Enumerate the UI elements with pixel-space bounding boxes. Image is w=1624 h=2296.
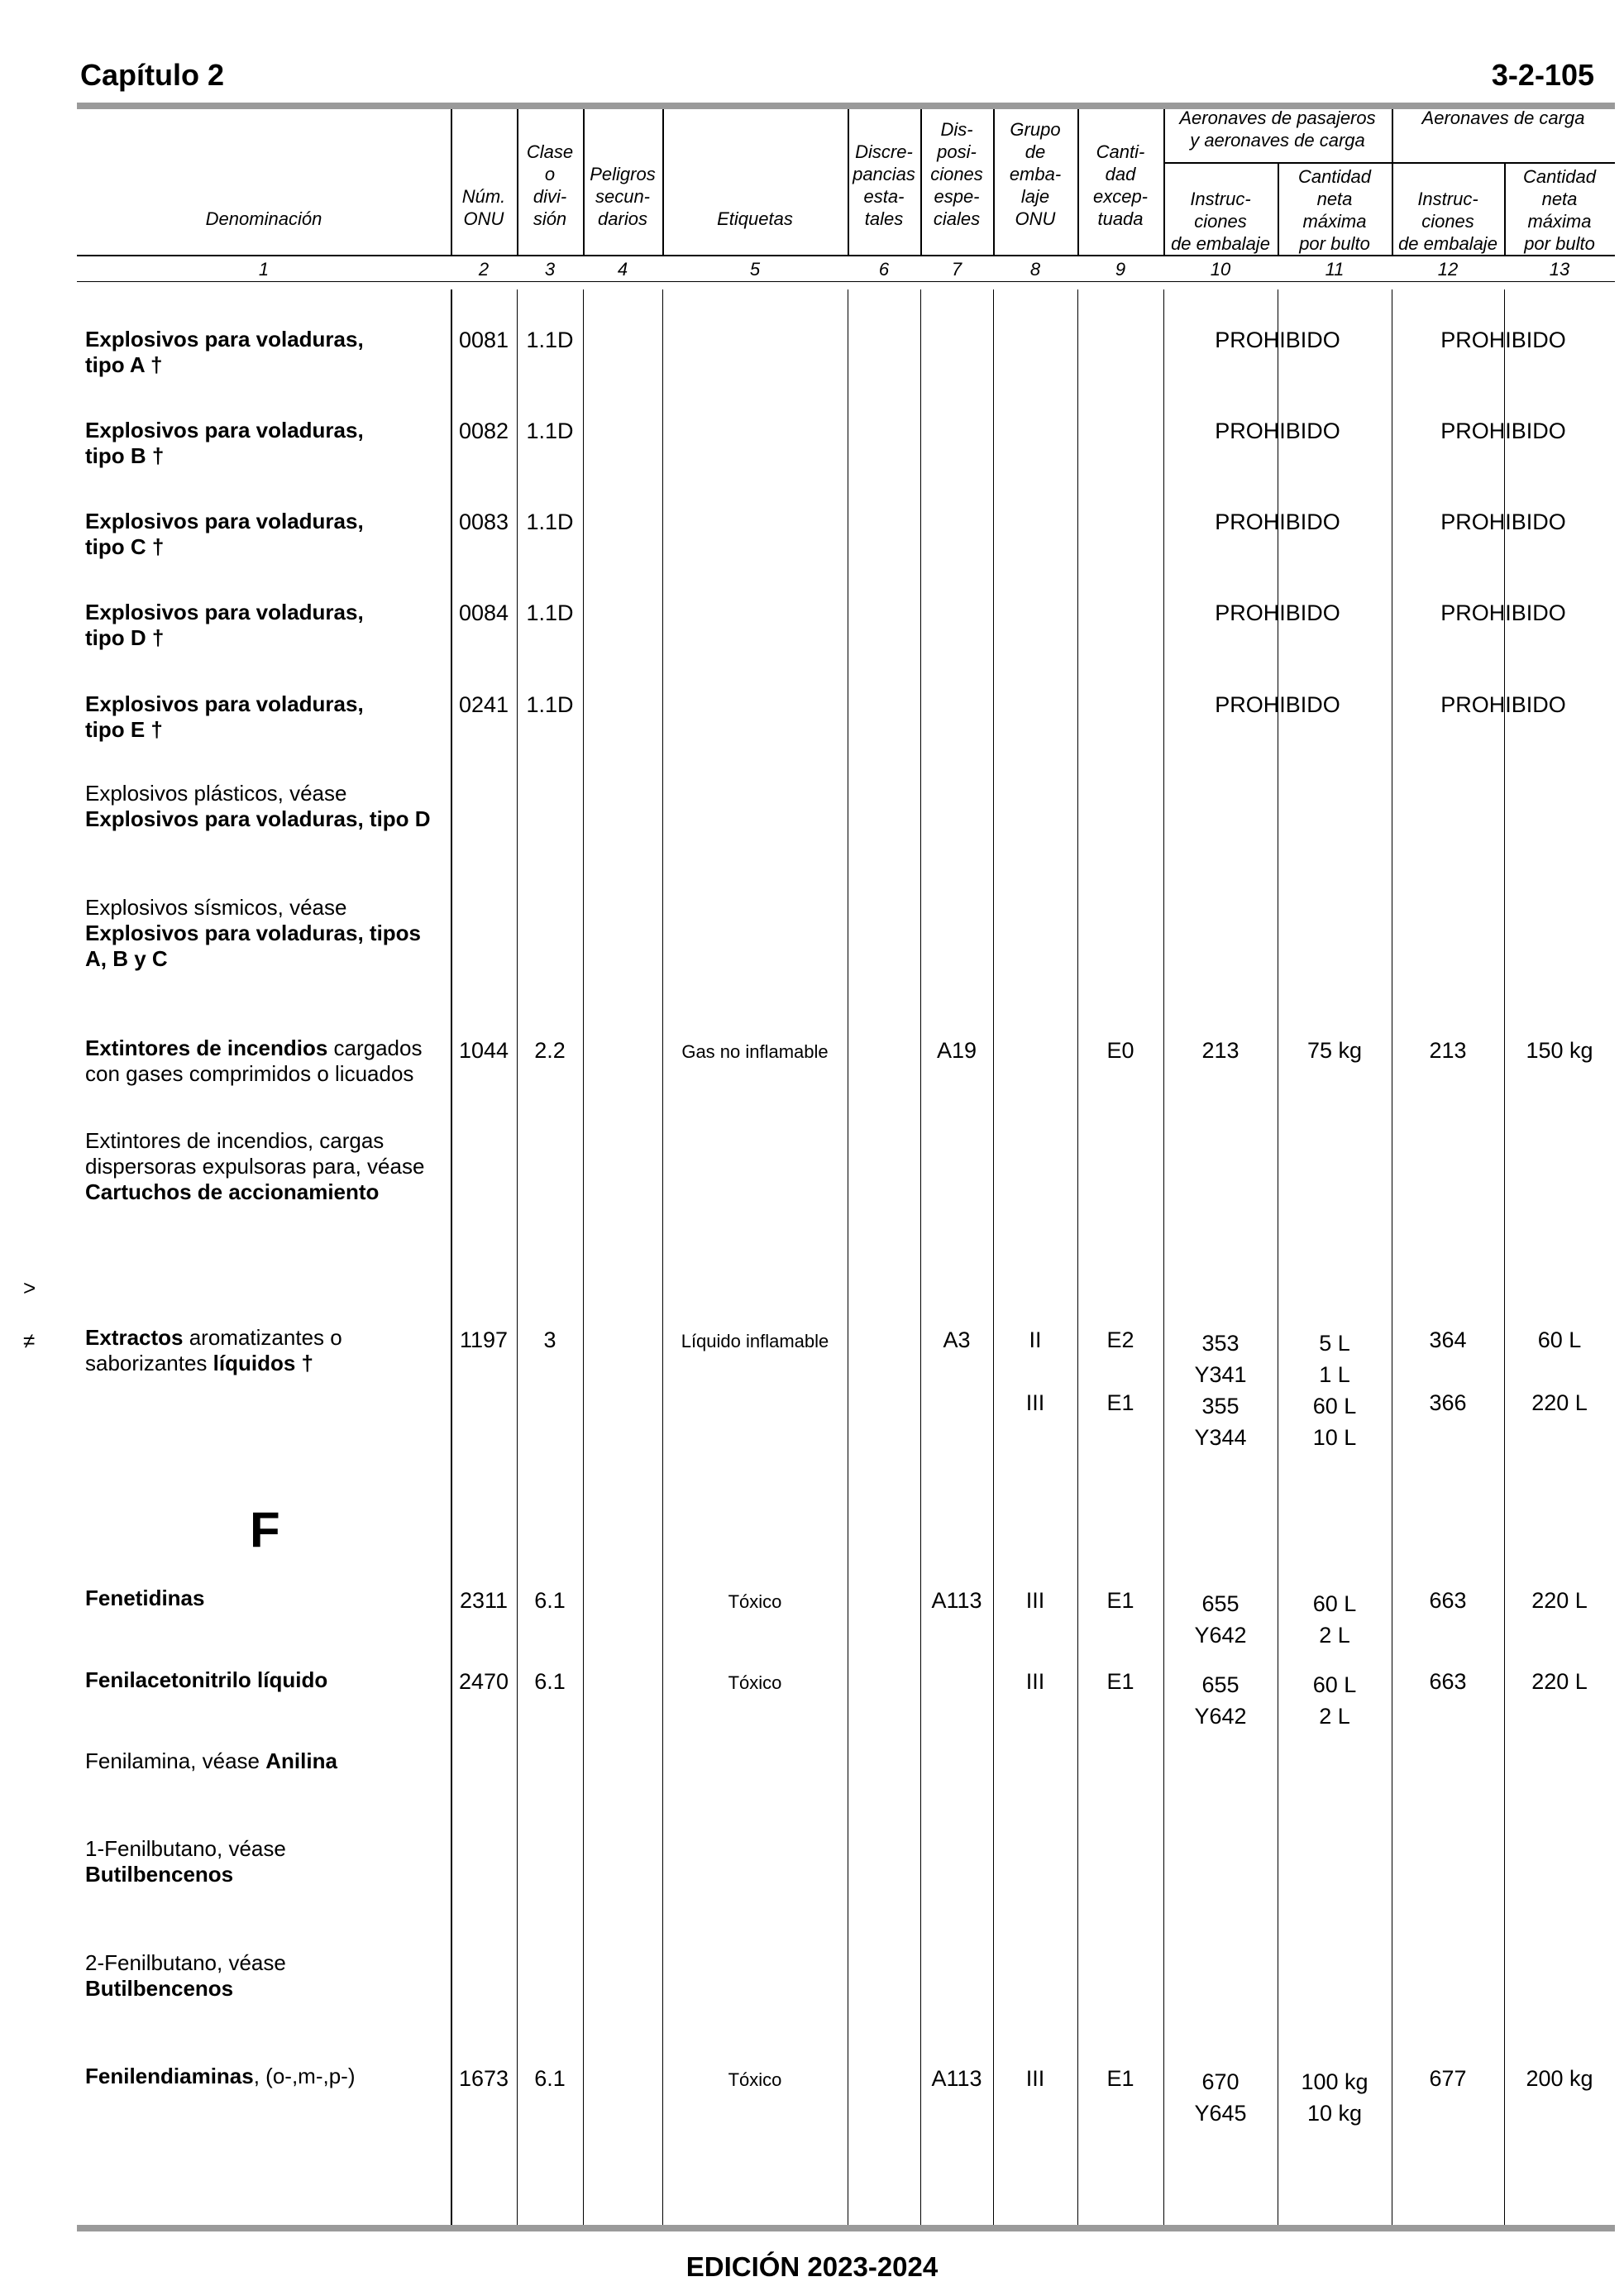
- entry-name: Explosivos plásticos, véase: [85, 781, 347, 806]
- excepted-quantity: E1: [1106, 1669, 1134, 1694]
- special-provision: A113: [931, 2066, 982, 2091]
- hazard-label: Tóxico: [728, 1672, 782, 1693]
- pax-status: PROHIBIDO: [1215, 419, 1340, 443]
- hazard-class: 1.1D: [526, 328, 574, 352]
- un-number: 0241: [458, 692, 509, 717]
- col-header-denominacion: Denominación: [205, 208, 322, 229]
- pax-max-quantity: 5 L 1 L: [1319, 1331, 1350, 1387]
- column-number: 8: [1029, 259, 1041, 280]
- table-row: Explosivos sísmicos, véase Explosivos para voladuras, tipos A, B y C: [85, 895, 422, 971]
- hazard-class: 6.1: [534, 1588, 566, 1613]
- not-equal-marker: ≠: [23, 1328, 36, 1353]
- pax-max-quantity: 60 L 2 L: [1312, 1591, 1357, 1648]
- column-number: 11: [1325, 259, 1345, 280]
- cargo-packing-instruction: 213: [1429, 1038, 1467, 1063]
- hazard-class: 1.1D: [526, 600, 574, 625]
- excepted-quantity: E0: [1106, 1038, 1134, 1063]
- un-number: 0084: [458, 600, 509, 625]
- cargo-max-quantity: 220 L: [1531, 1669, 1588, 1694]
- pax-packing-instruction: 655 Y642: [1194, 1591, 1247, 1648]
- cross-reference: Cartuchos de accionamiento: [85, 1179, 380, 1204]
- pax-packing-instruction: 670 Y645: [1194, 2069, 1247, 2126]
- col-header-cargo-packing-instruction: Instruc- ciones de embalaje: [1398, 189, 1497, 254]
- packing-group: III: [1025, 2066, 1045, 2091]
- col-header-class: Clase o divi- sión: [526, 141, 574, 229]
- entry-name: Explosivos para voladuras,: [85, 691, 364, 716]
- cross-reference: Anilina: [265, 1748, 337, 1773]
- col-header-un-number: Núm. ONU: [461, 186, 506, 229]
- table-row: [85, 1836, 286, 1887]
- pax-max-quantity: 100 kg 10 kg: [1301, 2069, 1368, 2126]
- un-number: 1044: [458, 1038, 509, 1063]
- pax-packing-instruction: 353 Y341: [1194, 1331, 1247, 1387]
- table-row: Extintores de incendios, cargas dispersoras expulsoras para, véase Cartuchos de accionamiento: [85, 1128, 425, 1204]
- un-number: 0081: [458, 328, 509, 352]
- entry-name: Fenilacetonitrilo líquido: [85, 1667, 328, 1692]
- entry-name: Explosivos para voladuras,: [85, 600, 364, 624]
- hazard-class: 2.2: [534, 1038, 566, 1063]
- hazard-class: 3: [543, 1327, 556, 1352]
- un-number: 0082: [458, 419, 509, 443]
- chapter-title: Capítulo 2: [80, 58, 225, 92]
- hazard-class: 1.1D: [526, 419, 574, 443]
- column-number: 5: [749, 259, 761, 280]
- entry-name: Explosivos para voladuras,: [85, 509, 364, 533]
- cargo-status: PROHIBIDO: [1440, 328, 1566, 352]
- table-row: [85, 781, 431, 832]
- col-header-subsidiary-hazards: Peligros secun- darios: [590, 164, 656, 229]
- column-number: 13: [1549, 259, 1570, 280]
- entry-name: Fenilendiaminas: [85, 2064, 254, 2088]
- packing-group: III: [1025, 1390, 1045, 1415]
- cargo-packing-instruction: 364: [1429, 1327, 1467, 1352]
- col-header-cargo-max-quantity: Cantidad neta máxima por bulto: [1522, 166, 1597, 254]
- cargo-max-quantity: 60 L: [1537, 1327, 1582, 1352]
- pax-packing-instruction: 213: [1201, 1038, 1239, 1063]
- section-letter: F: [250, 1502, 280, 1557]
- cargo-status: PROHIBIDO: [1440, 419, 1566, 443]
- excepted-quantity: E2: [1106, 1327, 1134, 1352]
- entry-name: Fenilamina, véase: [85, 1748, 266, 1773]
- entry-name: Fenetidinas: [85, 1586, 205, 1610]
- packing-group: III: [1025, 1588, 1045, 1613]
- column-number: 9: [1115, 259, 1126, 280]
- un-number: 1197: [459, 1327, 509, 1352]
- column-number: 1: [258, 259, 270, 280]
- cargo-max-quantity: 200 kg: [1526, 2066, 1593, 2091]
- table-row: [85, 1748, 337, 1774]
- hazard-label: Líquido inflamable: [681, 1331, 829, 1351]
- un-number: 2470: [458, 1669, 509, 1694]
- special-provision: A113: [931, 1588, 982, 1613]
- packing-group: III: [1025, 1669, 1045, 1694]
- column-number: 6: [878, 259, 890, 280]
- excepted-quantity: E1: [1106, 2066, 1134, 2091]
- cross-reference: Explosivos para voladuras, tipos: [85, 921, 422, 945]
- group-header-cargo-aircraft: Aeronaves de carga: [1421, 108, 1585, 128]
- pax-status: PROHIBIDO: [1215, 692, 1340, 717]
- cargo-max-quantity: 220 L: [1531, 1588, 1588, 1613]
- pax-packing-instruction: 355 Y344: [1194, 1394, 1247, 1450]
- pax-max-quantity: 75 kg: [1306, 1038, 1363, 1063]
- col-header-pax-packing-instruction: Instruc- ciones de embalaje: [1171, 189, 1270, 254]
- cross-reference: Butilbencenos: [85, 1862, 234, 1887]
- entry-name: Explosivos sísmicos, véase: [85, 895, 347, 920]
- pax-packing-instruction: 655 Y642: [1194, 1672, 1247, 1729]
- pax-status: PROHIBIDO: [1215, 600, 1340, 625]
- change-marker: >: [23, 1275, 36, 1300]
- cargo-max-quantity: 220 L: [1531, 1390, 1588, 1415]
- hazard-label: Gas no inflamable: [681, 1041, 829, 1062]
- hazard-class: 6.1: [534, 1669, 566, 1694]
- cargo-status: PROHIBIDO: [1440, 600, 1566, 625]
- cargo-max-quantity: 150 kg: [1526, 1038, 1593, 1063]
- col-header-state-variations: Discre- pancias esta- tales: [853, 141, 915, 229]
- group-header-passenger-aircraft: Aeronaves de pasajeros y aeronaves de carga: [1179, 108, 1376, 151]
- entry-name: Extractos: [85, 1325, 184, 1350]
- cargo-packing-instruction: 366: [1429, 1390, 1467, 1415]
- edition-footer: EDICIÓN 2023-2024: [685, 2251, 939, 2282]
- cargo-status: PROHIBIDO: [1440, 692, 1566, 717]
- packing-group: II: [1029, 1327, 1042, 1352]
- pax-status: PROHIBIDO: [1215, 509, 1340, 534]
- excepted-quantity: E1: [1106, 1390, 1134, 1415]
- pax-status: PROHIBIDO: [1215, 328, 1340, 352]
- excepted-quantity: E1: [1106, 1588, 1134, 1613]
- cross-reference: Explosivos para voladuras, tipo D: [85, 806, 431, 831]
- hazard-class: 1.1D: [526, 509, 574, 534]
- table-row: [85, 1950, 286, 2002]
- page-number: 3-2-105: [1491, 58, 1594, 92]
- cross-reference: Butilbencenos: [85, 1976, 234, 2001]
- hazard-label: Tóxico: [728, 1591, 782, 1612]
- entry-name: 2-Fenilbutano, véase: [85, 1950, 286, 1975]
- col-header-pax-max-quantity: Cantidad neta máxima por bulto: [1297, 166, 1372, 254]
- bottom-rule: [77, 2225, 1615, 2231]
- un-number: 1673: [458, 2066, 509, 2091]
- hazard-label: Tóxico: [728, 2069, 782, 2090]
- entry-name: Extintores de incendios, cargas: [85, 1128, 385, 1153]
- entry-name: 1-Fenilbutano, véase: [85, 1836, 286, 1861]
- column-number: 4: [617, 259, 628, 280]
- hazard-class: 1.1D: [526, 692, 574, 717]
- cargo-packing-instruction: 663: [1429, 1669, 1467, 1694]
- column-number: 12: [1437, 259, 1459, 280]
- hazard-class: 6.1: [534, 2066, 566, 2091]
- pax-max-quantity: 60 L 2 L: [1312, 1672, 1357, 1729]
- cargo-status: PROHIBIDO: [1440, 509, 1566, 534]
- column-number: 2: [478, 259, 490, 280]
- col-header-packing-group: Grupo de emba- laje ONU: [1009, 119, 1062, 229]
- column-number: 10: [1210, 259, 1231, 280]
- entry-name: Explosivos para voladuras,: [85, 327, 364, 352]
- column-number: 3: [544, 259, 556, 280]
- col-header-excepted-quantity: Canti- dad excep- tuada: [1092, 141, 1149, 229]
- cargo-packing-instruction: 677: [1429, 2066, 1467, 2091]
- column-number: 7: [951, 259, 962, 280]
- special-provision: A19: [936, 1038, 977, 1063]
- pax-max-quantity: 60 L 10 L: [1312, 1394, 1357, 1450]
- un-number: 2311: [459, 1588, 509, 1613]
- cargo-packing-instruction: 663: [1429, 1588, 1467, 1613]
- entry-name: Explosivos para voladuras,: [85, 418, 364, 442]
- entry-name: Extintores de incendios: [85, 1036, 328, 1060]
- un-number: 0083: [458, 509, 509, 534]
- special-provision: A3: [943, 1327, 971, 1352]
- col-header-labels: Etiquetas: [717, 208, 793, 229]
- col-header-special-provisions: Dis- posi- ciones espe- ciales: [930, 119, 983, 229]
